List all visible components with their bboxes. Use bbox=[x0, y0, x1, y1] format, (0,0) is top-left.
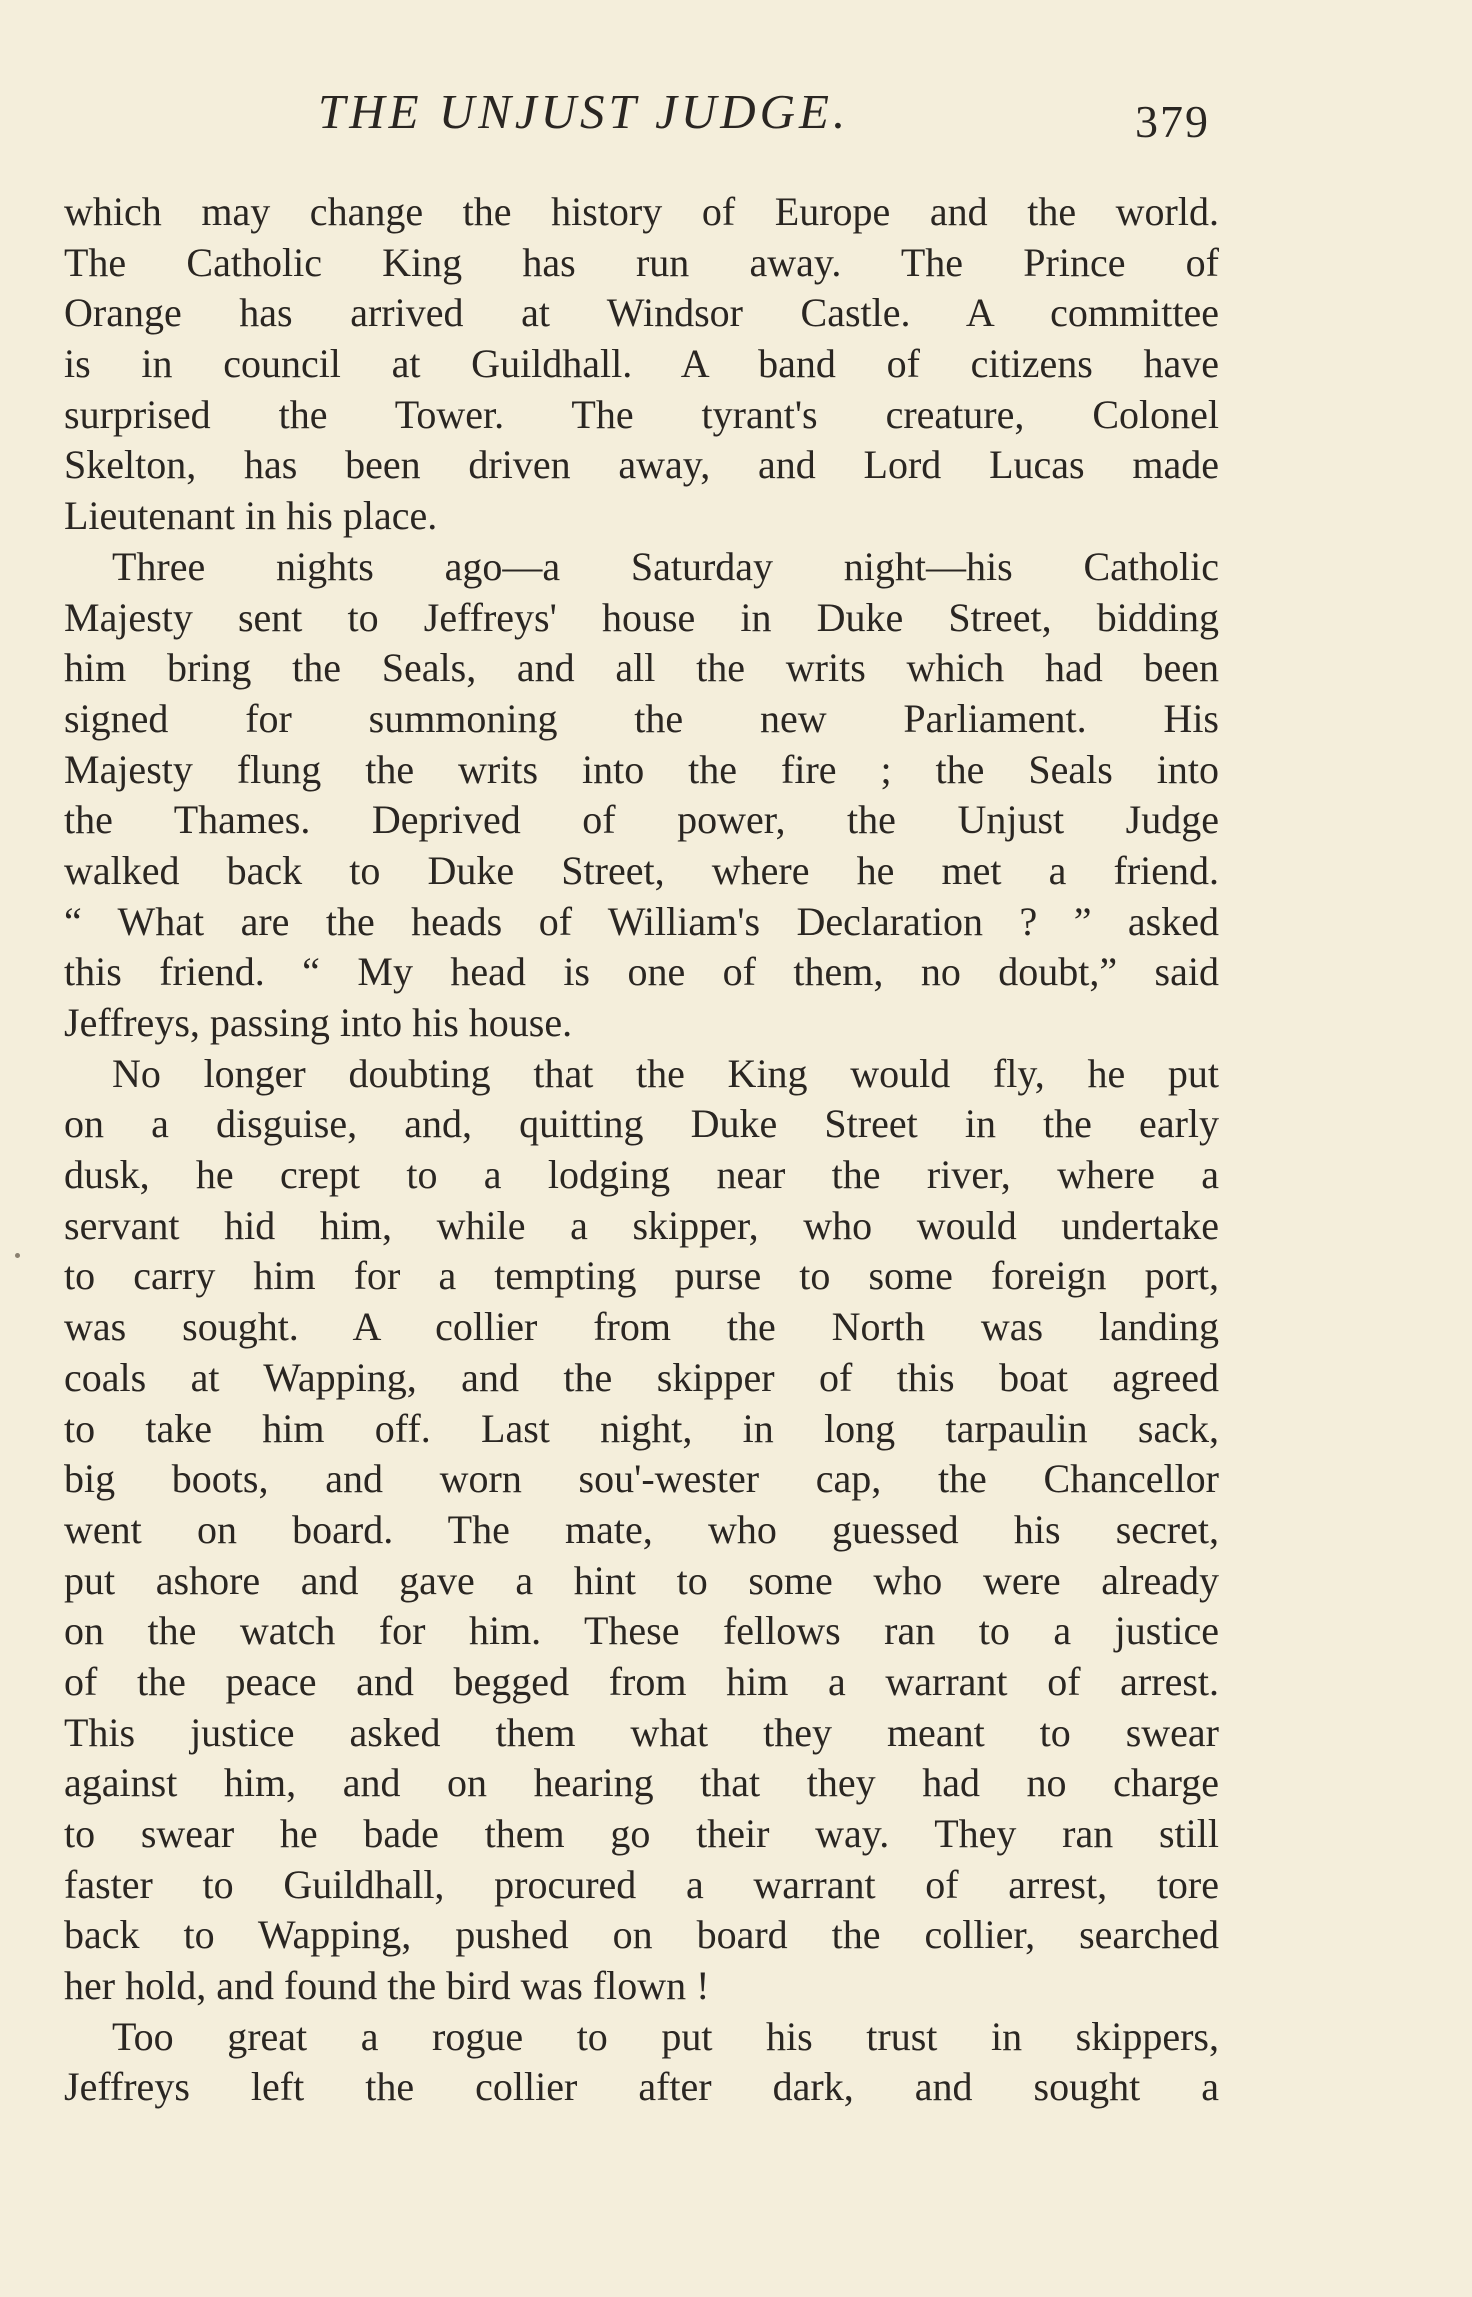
text-line: servant hid him, while a skipper, who would undertake bbox=[64, 1202, 1219, 1248]
paper-speck bbox=[15, 1253, 20, 1258]
text-line: the Thames. Deprived of power, the Unjust Judge bbox=[64, 797, 1219, 843]
text-line: Skelton, has been driven away, and Lord Lucas made bbox=[64, 442, 1219, 488]
text-line: “ What are the heads of William's Declaration ? ” asked bbox=[64, 898, 1219, 944]
text-line: this friend. “ My head is one of them, no doubt,” said bbox=[64, 949, 1219, 995]
text-line: The Catholic King has run away. The Prince of bbox=[64, 239, 1219, 285]
running-head bbox=[0, 82, 1472, 162]
text-line: Jeffreys, passing into his house. bbox=[64, 1000, 573, 1045]
paragraph-first-line: Too great a rogue to put his trust in skippers, bbox=[112, 2013, 1219, 2059]
text-line: dusk, he crept to a lodging near the river, where a bbox=[64, 1152, 1219, 1198]
text-line: surprised the Tower. The tyrant's creature, Colonel bbox=[64, 391, 1219, 437]
text-line: her hold, and found the bird was flown ! bbox=[64, 1963, 710, 2009]
body-text bbox=[64, 187, 1219, 2113]
text-line: faster to Guildhall, procured a warrant of arrest, tore bbox=[64, 1861, 1219, 1907]
text-line: Majesty flung the writs into the fire ; the Seals into bbox=[64, 746, 1219, 792]
paragraph-first-line: Three nights ago—a Saturday night—his Catholic bbox=[112, 543, 1219, 589]
text-line: Majesty sent to Jeffreys' house in Duke Street, bidding bbox=[64, 594, 1219, 640]
text-line: which may change the history of Europe and the world. bbox=[64, 189, 1219, 234]
text-line: on the watch for him. These fellows ran to a justice bbox=[64, 1608, 1219, 1654]
text-line: walked back to Duke Street, where he met a friend. bbox=[64, 847, 1219, 893]
text-line: went on board. The mate, who guessed his secret, bbox=[64, 1506, 1219, 1552]
text-line: against him, and on hearing that they had no charge bbox=[64, 1760, 1219, 1806]
paragraph-first-line: No longer doubting that the King would fly, he put bbox=[112, 1050, 1219, 1096]
text-line: is in council at Guildhall. A band of citizens have bbox=[64, 341, 1219, 387]
running-title: THE UNJUST JUDGE. bbox=[318, 84, 850, 139]
text-line: Orange has arrived at Windsor Castle. A committee bbox=[64, 290, 1219, 336]
text-line: to swear he bade them go their way. They ran still bbox=[64, 1811, 1219, 1856]
text-line: put ashore and gave a hint to some who were already bbox=[64, 1557, 1219, 1603]
text-line: him bring the Seals, and all the writs which had been bbox=[64, 645, 1219, 691]
page-number: 379 bbox=[1135, 96, 1210, 147]
text-line: Jeffreys left the collier after dark, and sought a bbox=[64, 2064, 1219, 2110]
text-line: was sought. A collier from the North was landing bbox=[64, 1304, 1219, 1350]
text-line: to take him off. Last night, in long tarpaulin sack, bbox=[64, 1405, 1219, 1451]
text-line: coals at Wapping, and the skipper of this boat agreed bbox=[64, 1354, 1219, 1400]
text-line: signed for summoning the new Parliament. His bbox=[64, 695, 1219, 741]
text-line: of the peace and begged from him a warrant of arrest. bbox=[64, 1658, 1219, 1704]
text-line: back to Wapping, pushed on board the collier, searched bbox=[64, 1912, 1219, 1958]
text-line: big boots, and worn sou'-wester cap, the Chancellor bbox=[64, 1456, 1219, 1502]
text-line: to carry him for a tempting purse to some foreign port, bbox=[64, 1253, 1219, 1299]
text-line: on a disguise, and, quitting Duke Street in the early bbox=[64, 1101, 1219, 1147]
text-line: Lieutenant in his place. bbox=[64, 493, 438, 539]
text-line: This justice asked them what they meant to swear bbox=[64, 1709, 1219, 1755]
